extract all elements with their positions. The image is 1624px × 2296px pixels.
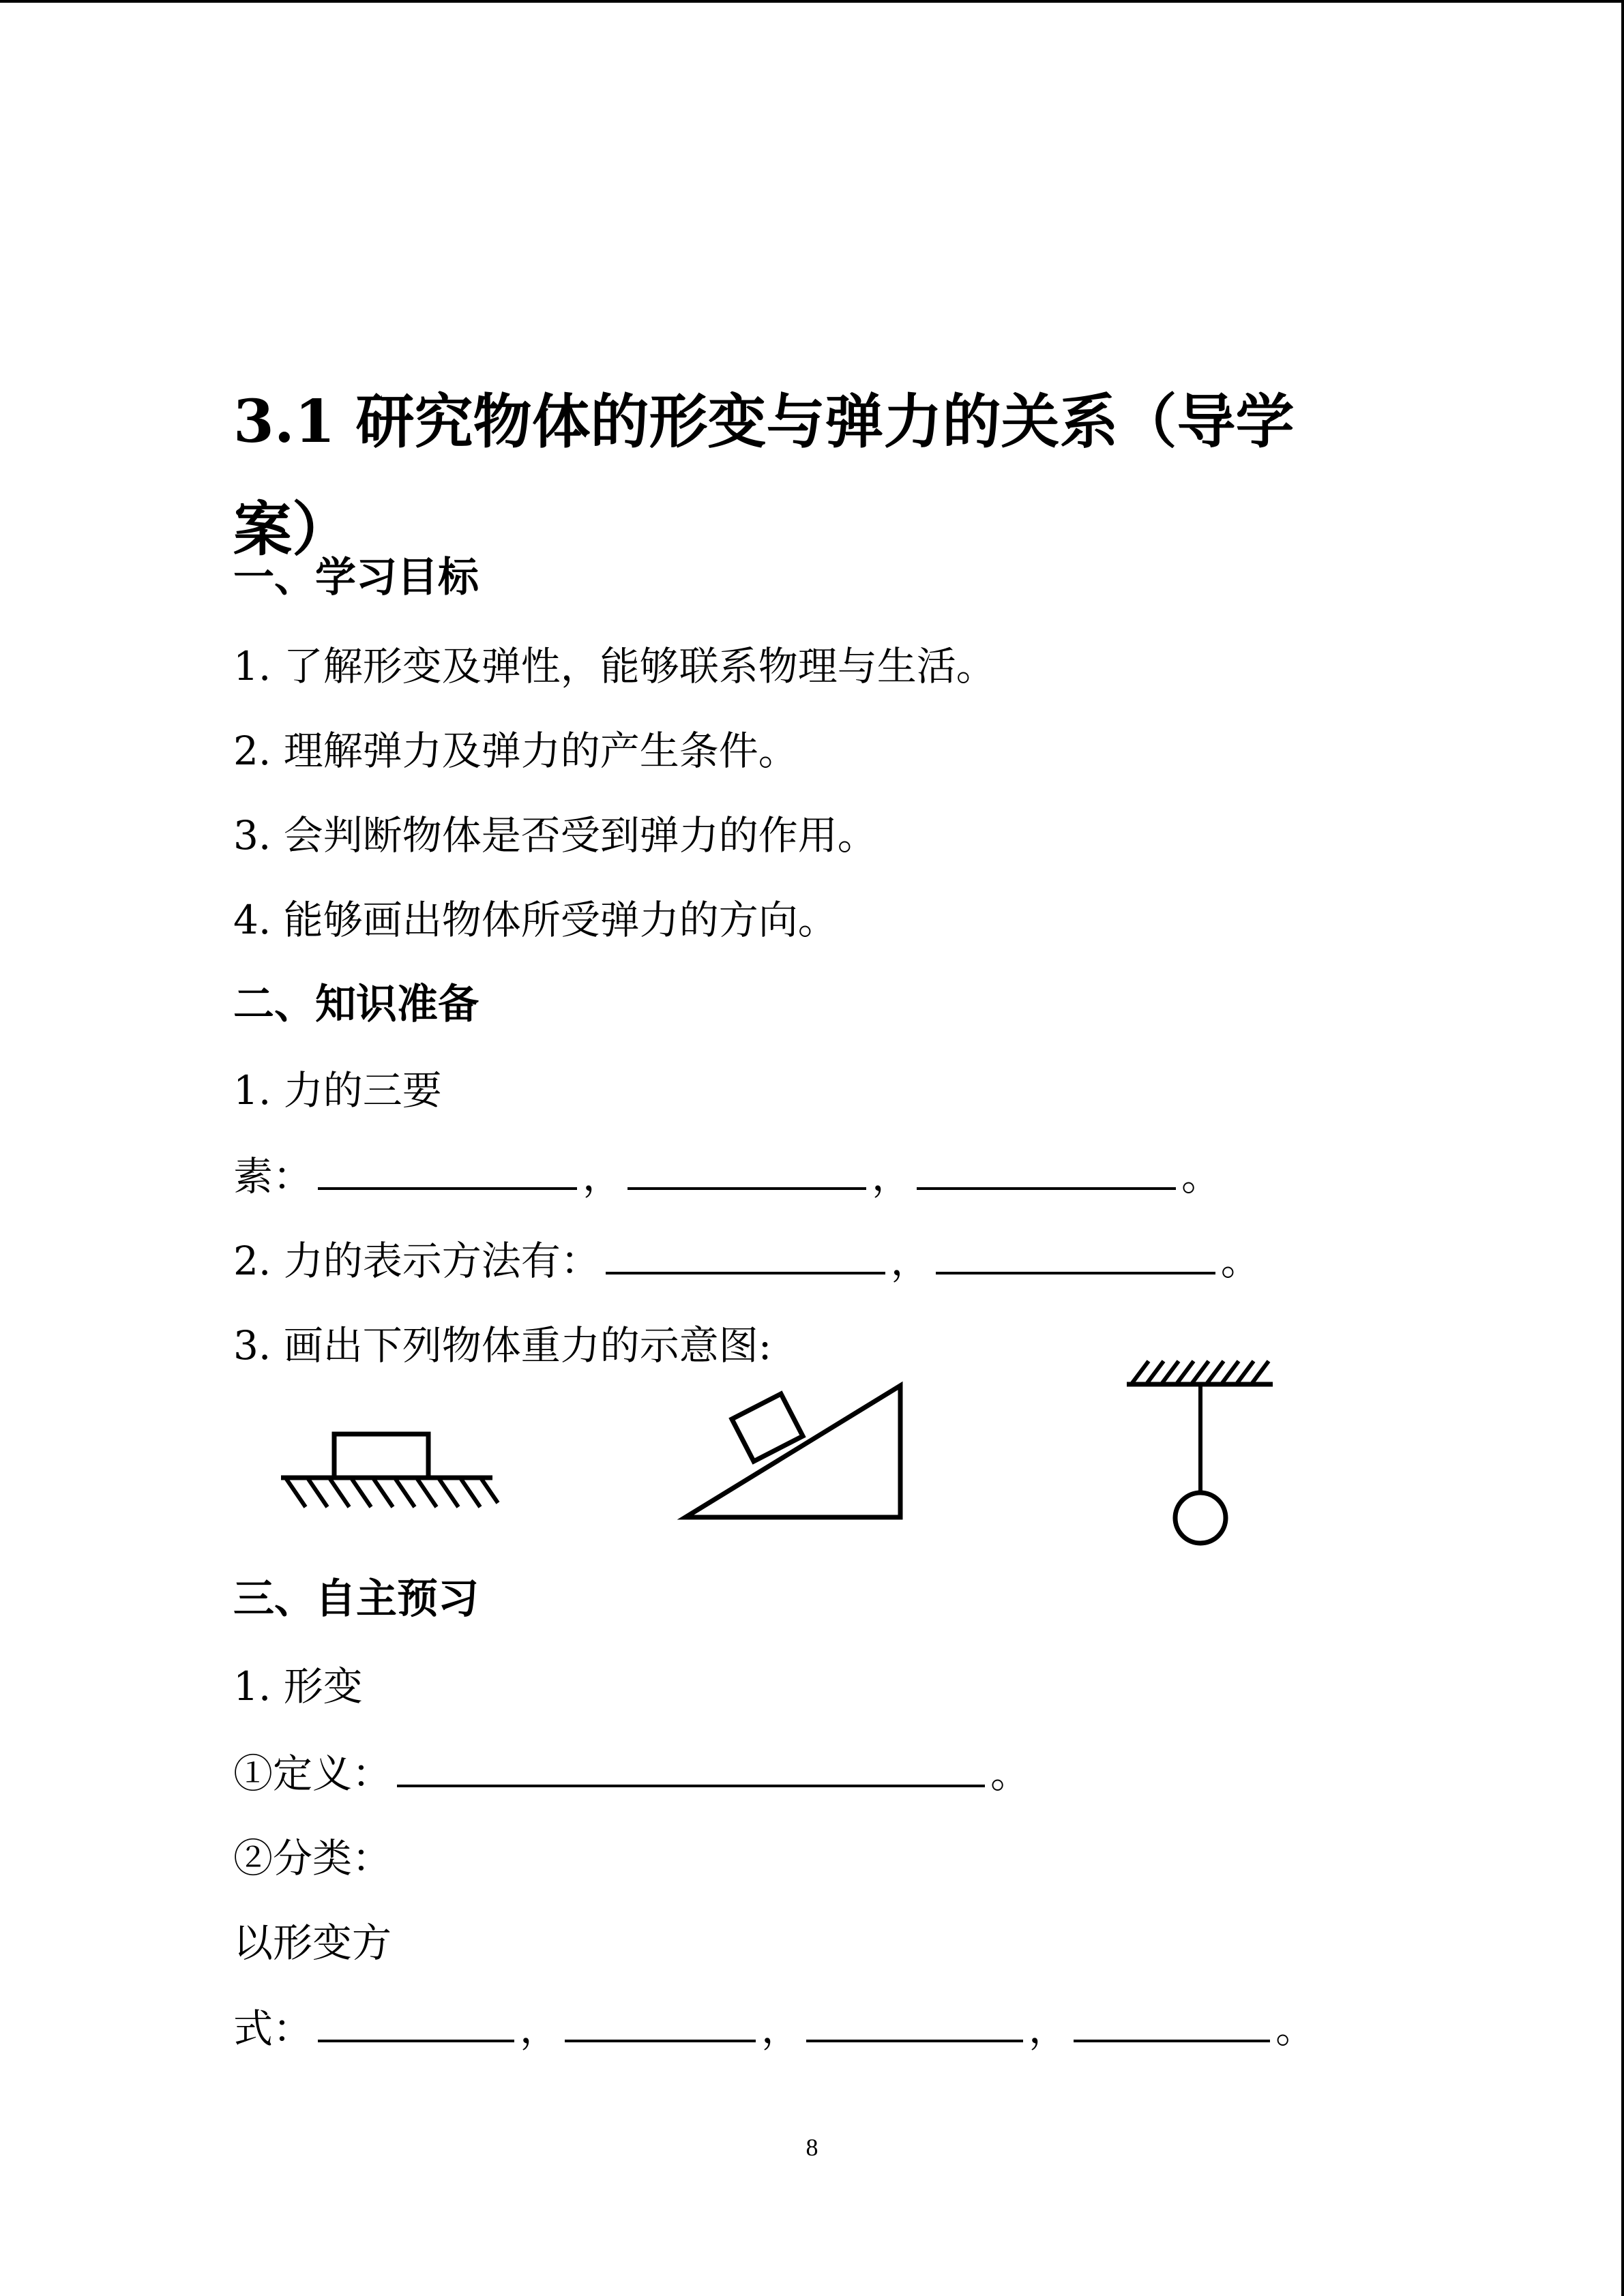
mode-line-2 xyxy=(233,2005,1315,2053)
comma: ， xyxy=(872,1153,912,1199)
answer-blank-direction[interactable] xyxy=(628,1153,866,1190)
comma: ， xyxy=(890,1238,930,1284)
question-2-prefix: 2. 力的表示方法有： xyxy=(233,1238,600,1284)
title-line-2: 案） xyxy=(233,495,351,564)
question-1-prefix: 素： xyxy=(233,1153,313,1199)
comma: ， xyxy=(1029,2006,1069,2052)
title-line-1: 3.1 研究物体的形变与弹力的关系（导学 xyxy=(233,387,1295,456)
mode-line-1: 以形变方 xyxy=(233,1920,392,1966)
answer-blank-mode-1[interactable] xyxy=(318,2006,514,2042)
objective-item-1: 1. 了解形变及弹性，能够联系物理与生活。 xyxy=(233,643,996,689)
answer-blank-magnitude[interactable] xyxy=(318,1153,577,1190)
answer-blank-mode-4[interactable] xyxy=(1074,2006,1270,2042)
incline-triangle xyxy=(685,1386,900,1517)
answer-blank-method-2[interactable] xyxy=(936,1238,1215,1274)
question-1-line-2 xyxy=(233,1152,1221,1200)
question-2 xyxy=(233,1237,1260,1285)
period: 。 xyxy=(990,1750,1031,1797)
comma: ， xyxy=(520,2006,560,2052)
question-1-line-1: 1. 力的三要 xyxy=(233,1067,442,1114)
objective-item-3: 3. 会判断物体是否受到弹力的作用。 xyxy=(233,812,877,859)
period: 。 xyxy=(1220,1238,1260,1284)
comma: ， xyxy=(761,2006,801,2052)
objective-item-4: 4. 能够画出物体所受弹力的方向。 xyxy=(233,897,838,943)
question-3: 3. 画出下列物体重力的示意图: xyxy=(233,1322,772,1369)
block-shape xyxy=(334,1434,428,1478)
section-heading-preview: 三、自主预习 xyxy=(233,1575,479,1623)
hanging-ball xyxy=(1175,1493,1226,1543)
objective-item-2: 2. 理解弹力及弹力的产生条件。 xyxy=(233,728,798,774)
classification-label: ②分类： xyxy=(233,1835,392,1881)
period: 。 xyxy=(1181,1153,1222,1199)
comma: ， xyxy=(582,1153,623,1199)
figure-hanging-ball xyxy=(1119,1357,1282,1555)
figure-block-on-incline xyxy=(675,1371,914,1534)
page-number: 8 xyxy=(806,2134,818,2161)
page-border-top xyxy=(0,0,1624,3)
period: 。 xyxy=(1275,2006,1316,2052)
document-title xyxy=(233,368,1393,584)
mode-prefix: 式： xyxy=(233,2006,313,2052)
answer-blank-mode-3[interactable] xyxy=(806,2006,1023,2042)
answer-blank-method-1[interactable] xyxy=(606,1238,885,1274)
preview-item-deformation: 1. 形变 xyxy=(233,1663,363,1710)
definition-prefix: ①定义： xyxy=(233,1750,392,1797)
definition-line xyxy=(233,1750,1030,1798)
section-heading-objectives: 一、学习目标 xyxy=(233,554,479,601)
section-heading-preparation: 二、知识准备 xyxy=(233,981,479,1028)
answer-blank-point[interactable] xyxy=(917,1153,1176,1190)
figure-block-on-floor xyxy=(273,1418,505,1521)
floor-hatching xyxy=(286,1479,498,1507)
answer-blank-mode-2[interactable] xyxy=(565,2006,756,2042)
page-border-right xyxy=(1621,0,1624,2296)
answer-blank-definition[interactable] xyxy=(397,1750,985,1787)
ceiling-hatching xyxy=(1132,1361,1269,1383)
